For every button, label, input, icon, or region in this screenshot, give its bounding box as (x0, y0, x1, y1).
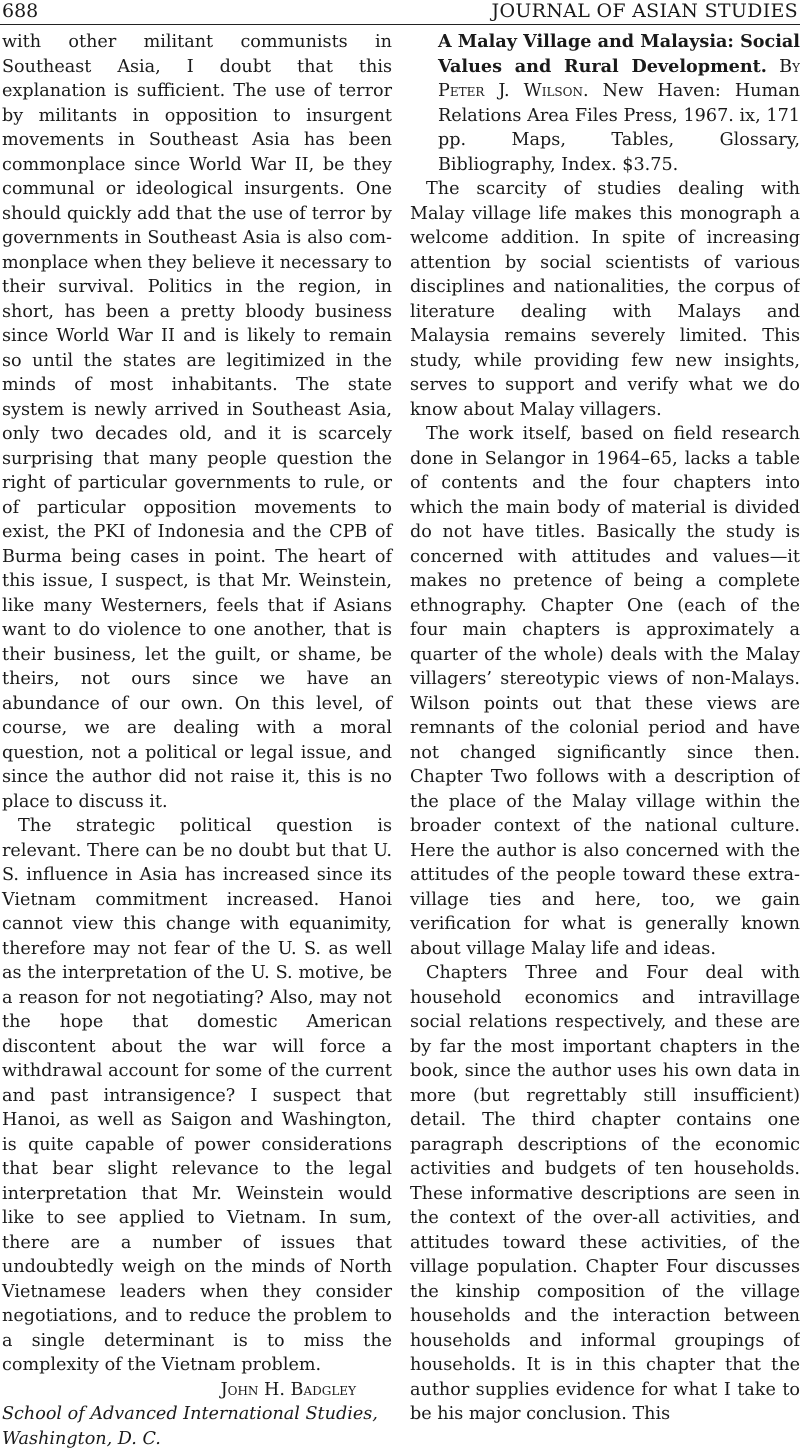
right-paragraph-1: The scarcity of studies dealing with Malay village life makes this monograph a welcome addition. In spite of increasing attention by social scientists of various disciplines and nationalities, the corpus of literature dealing with Malays and Malaysia remains severely limited. This study, while providing few new insights, serves to support and verify what we do know about Malay villagers. (410, 177, 800, 422)
book-author: Peter J. Wilson. (438, 81, 589, 101)
left-paragraph-1: with other militant communists in Southeast Asia, I doubt that this explanation is sufficient. The use of terror by militants in opposition to insurgent movements in Southeast Asia has been commonplace since World War II, be they communal or ideological insurgents. One should quickly add that the use of terror by governments in Southeast Asia is also commonplace when they believe it necessary to their survival. Politics in the region, in short, has been a pretty bloody business since World War II and is likely to remain so until the states are legitimized in the minds of most inhabitants. The state system is newly arrived in Southeast Asia, only two decades old, and it is scarcely surprising that many people question the right of particular governments to rule, or of particular opposition movements to exist, the PKI of Indonesia and the CPB of Burma being cases in point. The heart of this issue, I suspect, is that Mr. Weinstein, like many Westerners, feels that if Asians want to do violence to one another, that is their business, let the guilt, or shame, be theirs, not ours since we have an abundance of our own. On this level, of course, we are dealing with a moral question, not a political or legal issue, and since the author did not raise it, this is no place to discuss it. (2, 30, 392, 814)
page-number: 688 (2, 0, 38, 22)
right-paragraph-3: Chapters Three and Four deal with household economics and intravillage social relations respectively, and these are by far the most important chapters in the book, since the author uses his own data in more (but regrettably still insufficient) detail. The third chapter contains one paragraph descriptions of the economic activities and budgets of ten households. These informative descriptions are seen in the context of the over-all activities, and attitudes toward these activities, of the village population. Chapter Four discusses the kinship composition of the village households and the interaction between households and informal groupings of households. It is in this chapter that the author supplies evidence for what I take to be his major conclusion. This (410, 961, 800, 1427)
header-rule (0, 24, 800, 25)
book-title: A Malay Village and Malaysia: Social Values and Rural Development. (438, 31, 800, 77)
reviewer-affiliation-line-1: School of Advanced International Studies, (2, 1402, 392, 1427)
publication-details: New Haven: Human Relations Area Files Press, 1967. ix, 171 pp. Maps, Tables, Glossary, Bibliography, Index. $3.75. (438, 81, 800, 175)
right-paragraph-2: The work itself, based on field research done in Selangor in 1964–65, lacks a table of contents and the four chapters into which the main body of material is divided do not have titles. Basically the study is concerned with attitudes and values—it makes no pretence of being a complete ethnography. Chapter One (each of the four main chapters is approximately a quarter of the whole) deals with the Malay villagers’ stereotypic views of non-Malays. Wilson points out that these views are remnants of the colonial period and have not changed significantly since then. Chapter Two follows with a description of the place of the Malay village within the broader context of the national culture. Here the author is also concerned with the attitudes of the people toward these extra-village ties and here, too, we gain verification for what is generally known about village Malay life and ideas. (410, 422, 800, 961)
running-head: JOURNAL OF ASIAN STUDIES (492, 0, 798, 22)
reviewer-affiliation-line-2: Washington, D. C. (2, 1427, 392, 1451)
right-column (410, 30, 800, 1427)
by-label: By (779, 57, 800, 77)
review-heading (410, 30, 800, 177)
reviewer-signature: John H. Badgley (2, 1378, 392, 1403)
left-column (2, 30, 392, 1451)
page-header (0, 0, 800, 34)
left-paragraph-2: The strategic political question is relevant. There can be no doubt but that U. S. influence in Asia has increased since its Vietnam commitment increased. Hanoi cannot view this change with equanimity, therefore may not fear of the U. S. as well as the interpretation of the U. S. motive, be a reason for not negotiating? Also, may not the hope that domestic American discontent about the war will force a withdrawal account for some of the current and past intransigence? I suspect that Hanoi, as well as Saigon and Washington, is quite capable of power considerations that bear slight relevance to the legal interpretation that Mr. Weinstein would like to see applied to Vietnam. In sum, there are a number of issues that undoubtedly weigh on the minds of North Vietnamese leaders when they consider negotiations, and to reduce the problem to a single determinant is to miss the complexity of the Vietnam problem. (2, 814, 392, 1378)
